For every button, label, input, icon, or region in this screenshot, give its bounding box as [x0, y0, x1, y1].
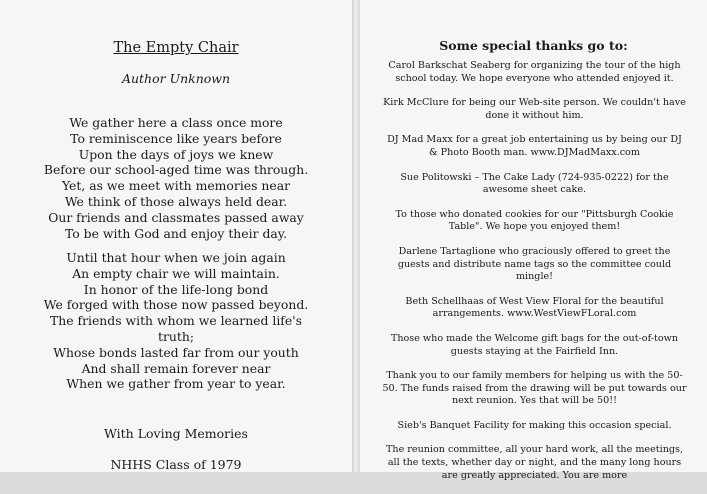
poem-line: truth; — [157, 328, 195, 344]
thanks-item: Kirk McClure for being our Web-site person. We couldn't have done it without him. — [383, 97, 686, 121]
poem-line: To be with God and enjoy their day. — [64, 225, 288, 241]
right-page — [360, 0, 707, 481]
thanks-item: DJ Mad Maxx for a great job entertaining us by being our DJ & Photo Booth man. www.DJMadMaxx.com — [387, 134, 682, 158]
poem-line: To reminiscence like years before — [70, 130, 282, 146]
thanks-item: Thank you to our family members for helping us with the 50-50. The funds raised from the drawing will be put towards our next reunion. Yes that will be 50!! — [382, 370, 687, 407]
thanks-heading: Some special thanks go to: — [439, 38, 628, 53]
poem-line: And shall remain forever near — [81, 360, 271, 376]
poem-stanza-1 — [0, 115, 352, 241]
thanks-item: To those who donated cookies for our "Pittsburgh Cookie Table". We hope you enjoyed them! — [395, 208, 674, 233]
poem-line: Before our school-aged time was through. — [43, 162, 309, 178]
poem-line: Upon the days of joys we knew — [78, 146, 274, 162]
class-line: NHHS Class of 1979 — [110, 457, 242, 472]
poem-line: The friends with whom we learned life's — [49, 313, 302, 329]
poem-stanza-2 — [0, 250, 352, 392]
thanks-list — [382, 60, 687, 494]
poem-line: Whose bonds lasted far from our youth — [53, 344, 299, 360]
poem-line: In honor of the life-long bond — [83, 281, 269, 297]
left-page — [0, 0, 352, 472]
thanks-item: Sue Politowski – The Cake Lady (724-935-0222) for the awesome sheet cake. — [400, 171, 669, 196]
thanks-item: Beth Schellhaas of West View Floral for the beautiful arrangements. www.WestViewFLoral.com — [405, 295, 664, 320]
thanks-item: Sieb's Banquet Facility for making this occasion special. — [397, 419, 672, 431]
thanks-item: Those who made the Welcome gift bags for the out-of-town guests staying at the Fairfield Inn. — [390, 332, 679, 357]
poem-line: Yet, as we meet with memories near — [61, 178, 291, 194]
poem-line: Our friends and classmates passed away — [48, 209, 304, 225]
poem-line: Until that hour when we join again — [66, 250, 286, 265]
thanks-item: Darlene Tartaglione who graciously offered to greet the guests and distribute name tags so the committee could mingle! — [397, 245, 672, 283]
poem-author: Author Unknown — [121, 71, 231, 86]
poem-line: We forged with those now passed beyond. — [43, 297, 309, 313]
poem-title: The Empty Chair — [113, 40, 239, 56]
poem-line: When we gather from year to year. — [66, 376, 286, 392]
memorial-line: With Loving Memories — [104, 426, 248, 441]
thanks-item: Carol Barkschat Seaberg for organizing the tour of the high school today. We hope everyone who attended enjoyed it. — [388, 60, 681, 84]
poem-line: An empty chair we will maintain. — [72, 265, 280, 281]
poem-line: We gather here a class once more — [69, 115, 283, 130]
page-fold — [352, 0, 360, 472]
thanks-item: The reunion committee, all your hard work, all the meetings, all the texts, whether day or night, and the many long hours are greatly appreciated. You are more — [386, 444, 683, 481]
poem-line: We think of those always held dear. — [64, 193, 288, 209]
